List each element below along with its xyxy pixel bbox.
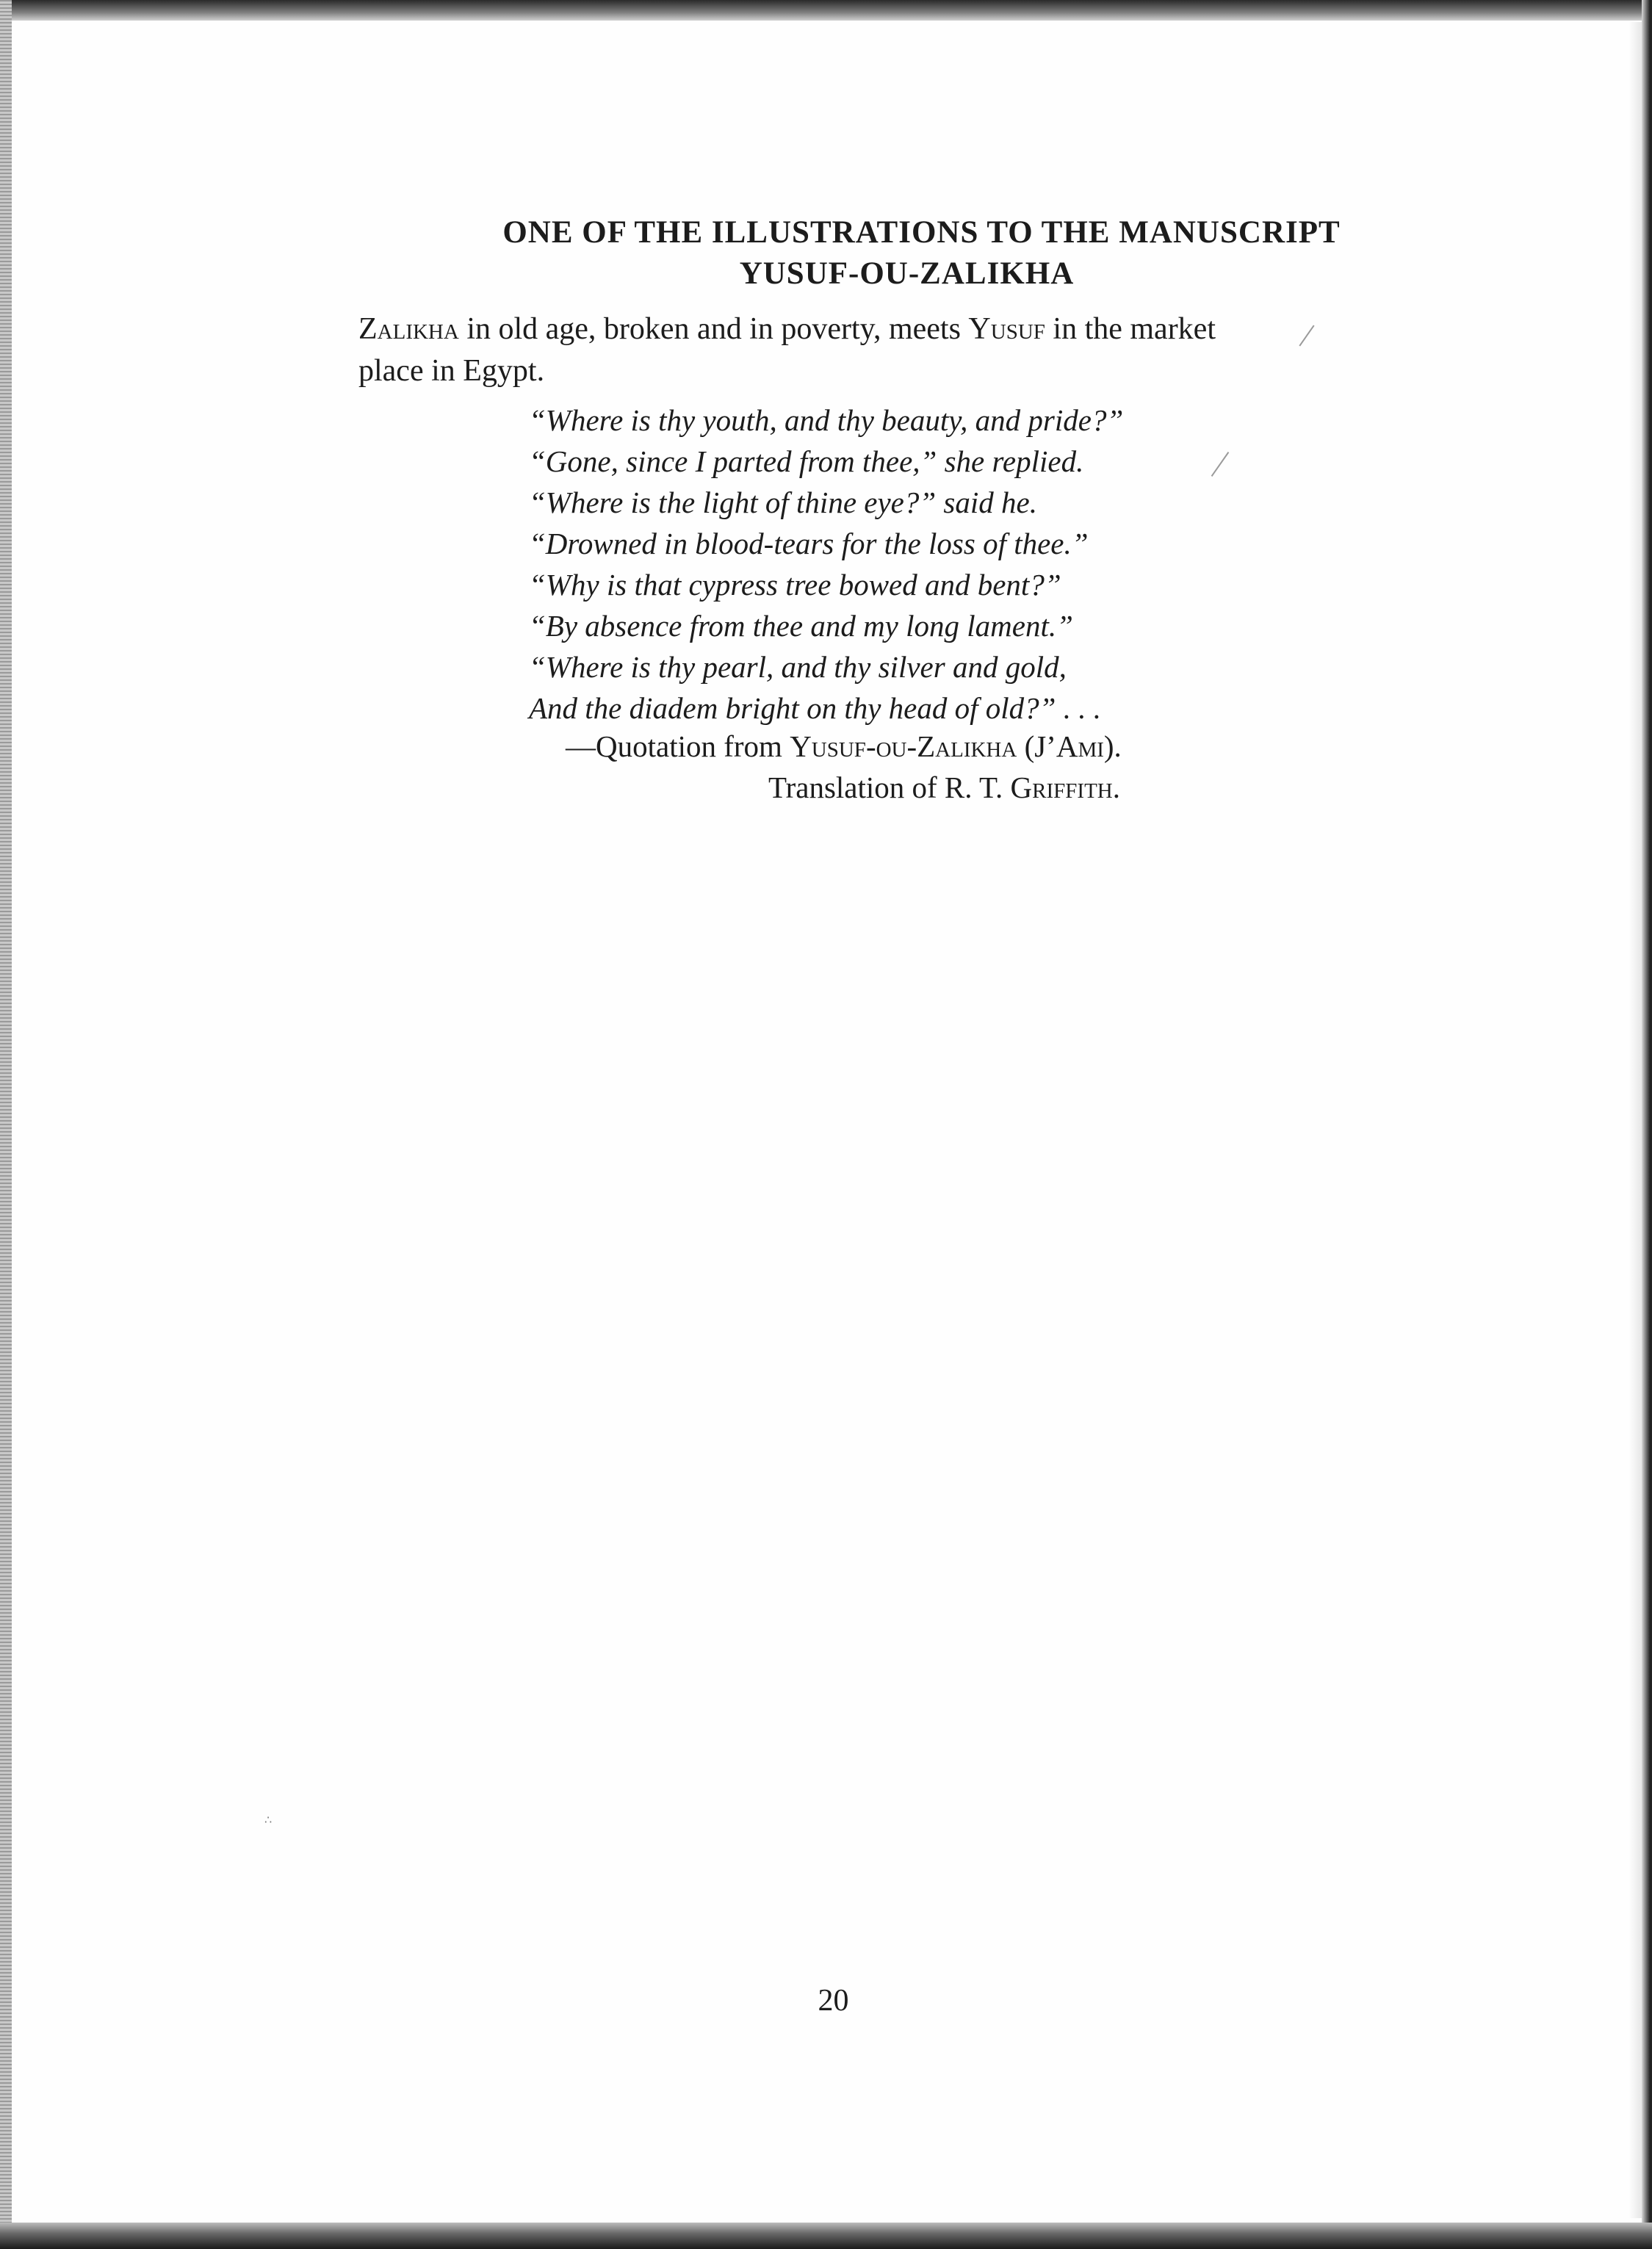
heading-line-1: ONE OF THE ILLUSTRATIONS TO THE MANUSCRIPT	[502, 215, 1341, 250]
scan-edge-bottom	[0, 2223, 1652, 2249]
heading-line-2: YUSUF-OU-ZALIKHA	[739, 256, 1075, 291]
attribution-prefix: —Quotation from	[566, 729, 790, 763]
verse-line: “Gone, since I parted from thee,” she replied.	[529, 444, 1084, 478]
translation-prefix: Translation of R. T.	[768, 770, 1011, 804]
intro-paragraph	[358, 308, 1475, 392]
scan-edge-left	[0, 0, 12, 2249]
attribution-translation	[768, 767, 1120, 808]
verse-line: “Where is the light of thine eye?” said he.	[529, 485, 1037, 519]
scan-edge-right-shade	[1628, 22, 1642, 2218]
verse-quotation	[529, 400, 1123, 729]
intro-name-zalikha: Zalikha	[358, 312, 459, 346]
attribution-source	[566, 726, 1122, 767]
attribution-author: (J’Ami).	[1017, 729, 1122, 763]
pencil-mark	[1211, 452, 1230, 477]
verse-line: “Drowned in blood-tears for the loss of thee.”	[529, 527, 1089, 560]
verse-line: “Why is that cypress tree bowed and bent?”	[529, 568, 1061, 602]
intro-text-2: in the market	[1045, 312, 1216, 346]
verse-line: “By absence from thee and my long lament.”	[529, 609, 1073, 643]
intro-text-1: in old age, broken and in poverty, meets	[458, 312, 969, 346]
page-number: 20	[818, 1984, 849, 2018]
verse-line: And the diadem bright on thy head of old?” . . .	[529, 691, 1101, 725]
intro-line-2: place in Egypt.	[358, 354, 545, 388]
intro-name-yusuf: Yusuf	[968, 312, 1045, 346]
attribution-work: Yusuf-ou-Zalikha	[790, 729, 1017, 763]
scan-edge-top	[0, 0, 1652, 21]
translator-name: Griffith.	[1010, 770, 1120, 804]
verse-line: “Where is thy youth, and thy beauty, and pride?”	[529, 403, 1124, 437]
scan-speck: ∴	[264, 1814, 273, 1827]
intro-line-1	[358, 308, 1475, 350]
scan-edge-right	[1642, 0, 1652, 2249]
verse-line: “Where is thy pearl, and thy silver and gold,	[529, 650, 1067, 684]
